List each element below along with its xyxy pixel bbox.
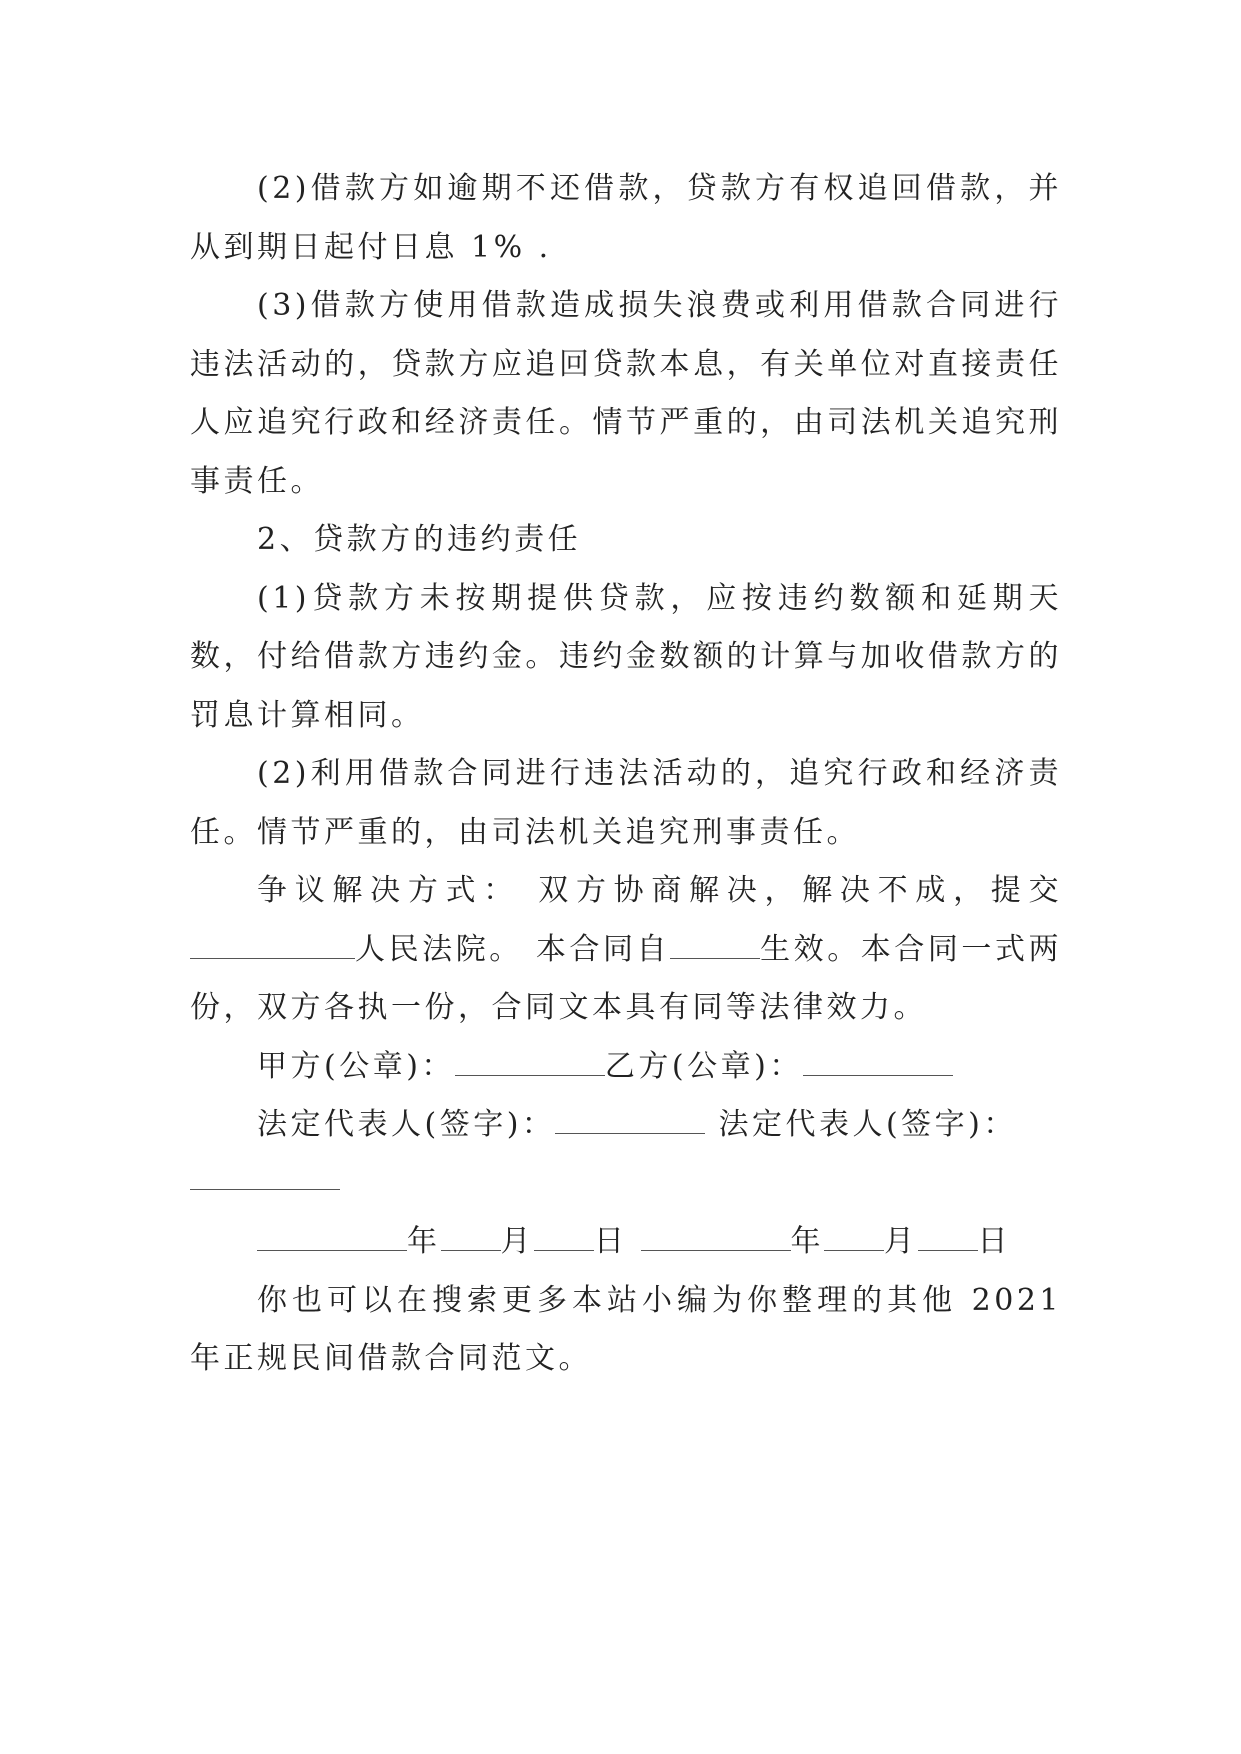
dispute-text-part3: 生效。本合同一式两份，双方各执一份，合同文本具有同等法律效力。 [190,931,1062,1025]
date-b-month-blank [824,1226,884,1251]
rep-b-blank [190,1165,340,1190]
rep-a-blank [555,1109,705,1134]
party-a-seal-blank [455,1051,605,1076]
paragraph-lender-late-loan: (1)贷款方未按期提供贷款，应按违约数额和延期天数，付给借款方违约金。违约金数额的计算与加收借款方的罚息计算相同。 [190,580,1062,733]
party-b-seal-label: 乙方(公章)： [604,1048,803,1084]
date-b-day-label: 日 [977,1224,1012,1259]
heading-lender-liability: 2、贷款方的违约责任 [257,522,582,557]
paragraph-dispute-resolution [190,862,1062,1038]
paragraph-legal-representatives [190,1096,1062,1155]
date-a-day-blank [534,1226,594,1251]
paragraph-party-seals [190,1038,1062,1097]
date-a-year-label: 年 [407,1224,441,1259]
date-b-month-label: 月 [884,1224,918,1259]
paragraph-misuse-of-loan: (3)借款方使用借款造成损失浪费或利用借款合同进行违法活动的，贷款方应追回贷款本息，有关单位对直接责任人应追究行政和经济责任。情节严重的，由司法机关追究刑事责任。 [190,288,1062,499]
date-a-day-label: 日 [594,1224,628,1259]
rep-b-blank-line [190,1155,1062,1214]
rep-a-label: 法定代表人(签字)： [257,1107,556,1142]
date-a-year-blank [257,1226,407,1251]
dispute-text-part1: 争议解决方式： 双方协商解决，解决不成，提交 [257,873,1062,908]
rep-b-label: 法定代表人(签字)： [718,1107,1017,1142]
date-a-month-blank [441,1226,501,1251]
date-b-day-blank [918,1226,978,1251]
dispute-text-part2: 人民法院。 本合同自 [355,931,671,967]
date-a-month-label: 月 [500,1224,534,1259]
party-a-seal-label: 甲方(公章)： [257,1048,455,1084]
document-body [190,160,1062,1389]
paragraph-closing-note: 你也可以在搜索更多本站小编为你整理的其他 2021 年正规民间借款合同范文。 [190,1282,1062,1376]
date-b-year-label: 年 [790,1224,825,1259]
effective-date-blank [670,934,760,959]
paragraph-overdue-repayment: (2)借款方如逾期不还借款，贷款方有权追回借款，并从到期日起付日息 1% . [190,171,1062,265]
party-b-seal-blank [803,1051,953,1076]
date-b-year-blank [641,1226,791,1251]
court-name-blank [190,934,355,959]
paragraph-signing-dates [190,1213,1062,1272]
paragraph-illegal-use: (2)利用借款合同进行违法活动的，追究行政和经济责任。情节严重的，由司法机关追究刑事责任。 [190,756,1062,850]
